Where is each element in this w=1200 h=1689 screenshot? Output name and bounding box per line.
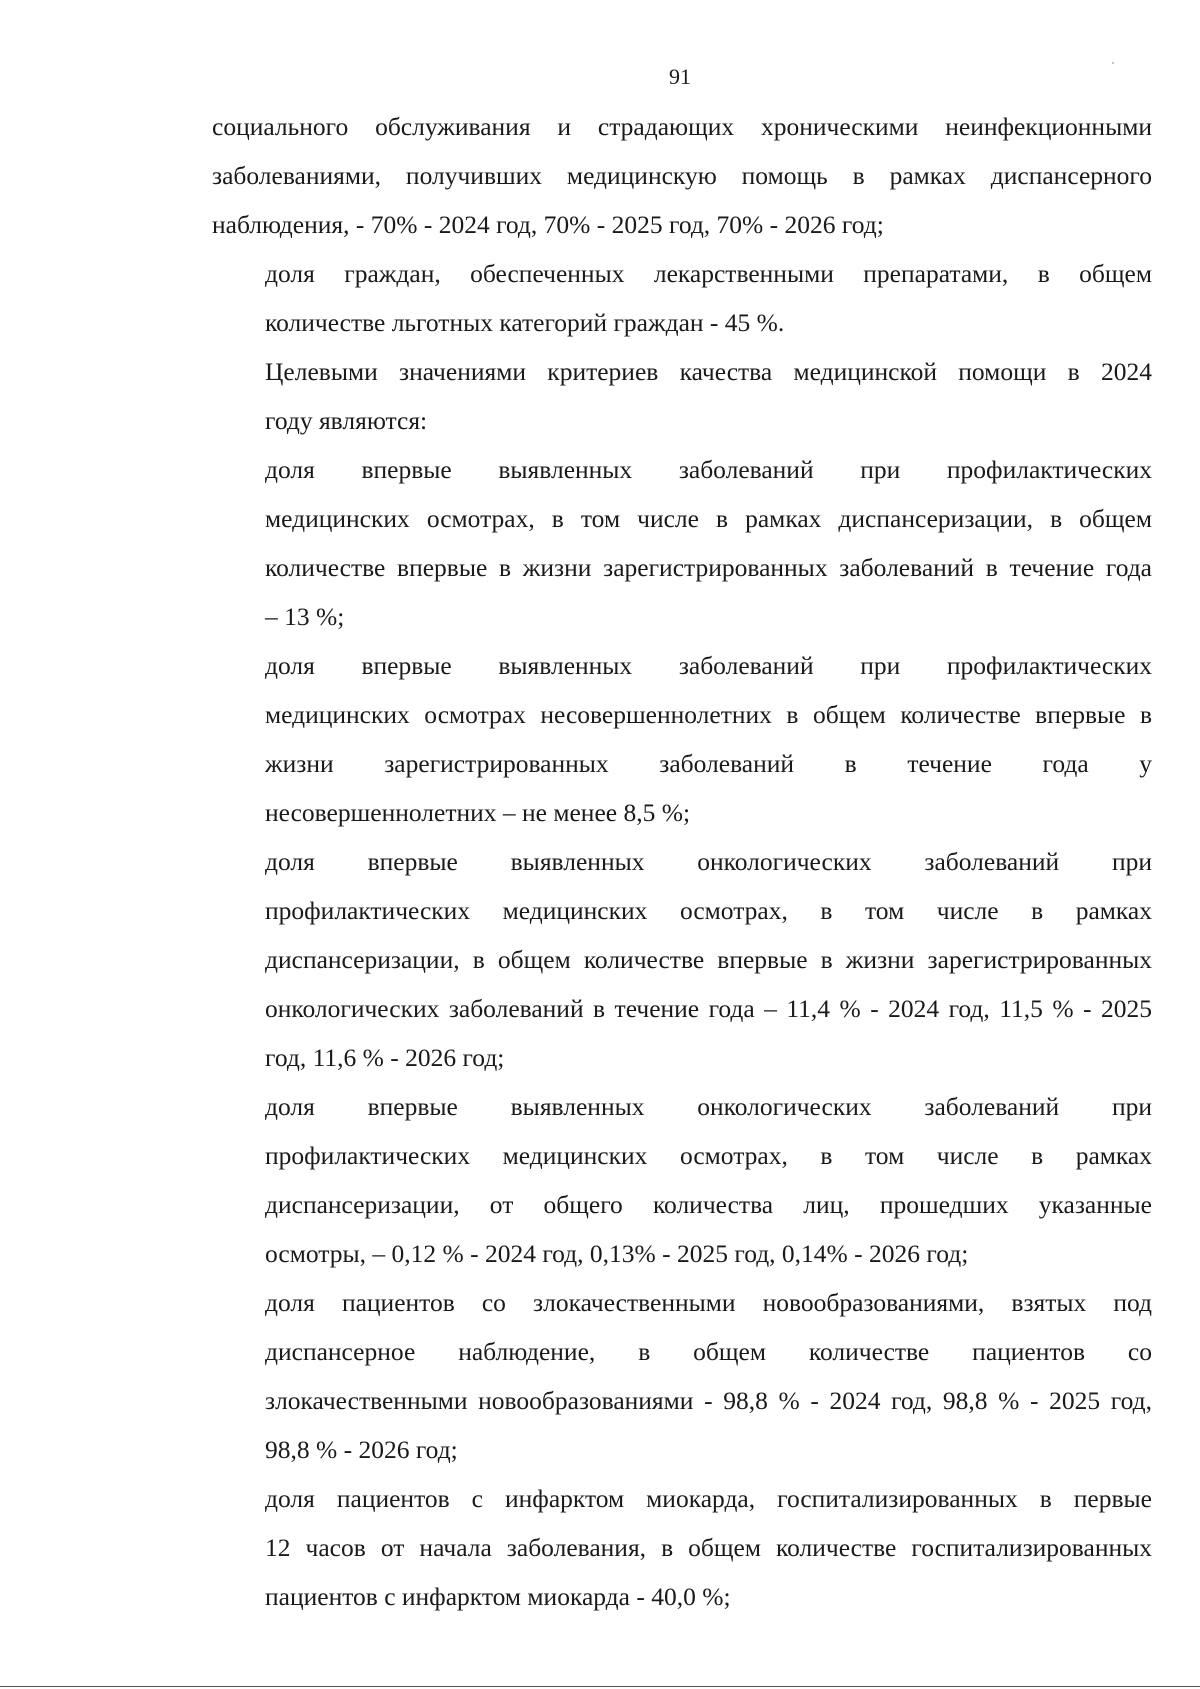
text-line: злокачественными новообразованиями - 98,8 % - 2024 год, 98,8 % - 2025 год, xyxy=(265,1386,1152,1415)
text-line: количестве льготных категорий граждан - 45 %. xyxy=(265,308,785,337)
paragraph xyxy=(212,249,1152,347)
text-line: диспансеризации, в общем количестве впервые в жизни зарегистрированных xyxy=(265,945,1152,974)
text-line: доля впервые выявленных заболеваний при профилактических xyxy=(265,455,1152,484)
text-line: Целевыми значениями критериев качества медицинской помощи в 2024 xyxy=(265,357,1152,386)
text-line: наблюдения, - 70% - 2024 год, 70% - 2025 год, 70% - 2026 год; xyxy=(212,210,884,239)
paragraph xyxy=(212,1474,1152,1621)
text-line: 98,8 % - 2026 год; xyxy=(265,1435,458,1464)
text-line: профилактических медицинских осмотрах, в том числе в рамках xyxy=(265,1141,1152,1170)
body-text xyxy=(212,102,1152,1621)
text-line: профилактических медицинских осмотрах, в том числе в рамках xyxy=(265,896,1152,925)
text-line: доля пациентов с инфарктом миокарда, госпитализированных в первые xyxy=(265,1484,1152,1513)
text-line: социального обслуживания и страдающих хроническими неинфекционными xyxy=(212,112,1152,141)
paragraph xyxy=(212,445,1152,641)
text-line: доля пациентов со злокачественными новообразованиями, взятых под xyxy=(265,1288,1152,1317)
text-line: заболеваниями, получивших медицинскую помощь в рамках диспансерного xyxy=(212,161,1152,190)
text-line: медицинских осмотрах, в том числе в рамках диспансеризации, в общем xyxy=(265,504,1152,533)
text-line: медицинских осмотрах несовершеннолетних в общем количестве впервые в xyxy=(265,700,1152,729)
paragraph xyxy=(212,641,1152,837)
paragraph xyxy=(212,102,1152,249)
text-line: онкологических заболеваний в течение года – 11,4 % - 2024 год, 11,5 % - 2025 xyxy=(265,994,1152,1023)
text-line: жизни зарегистрированных заболеваний в течение года у xyxy=(265,749,1152,778)
text-line: пациентов с инфарктом миокарда - 40,0 %; xyxy=(265,1582,731,1611)
text-line: количестве впервые в жизни зарегистрированных заболеваний в течение года xyxy=(265,553,1152,582)
text-line: году являются: xyxy=(265,406,428,435)
paragraph xyxy=(212,347,1152,445)
text-line: несовершеннолетних – не менее 8,5 %; xyxy=(265,798,691,827)
text-line: год, 11,6 % - 2026 год; xyxy=(265,1043,505,1072)
text-line: доля впервые выявленных заболеваний при профилактических xyxy=(265,651,1152,680)
text-line: – 13 %; xyxy=(265,602,345,631)
text-line: диспансерное наблюдение, в общем количестве пациентов со xyxy=(265,1337,1152,1366)
text-line: 12 часов от начала заболевания, в общем количестве госпитализированных xyxy=(265,1533,1152,1562)
paragraph xyxy=(212,1082,1152,1278)
paragraph xyxy=(212,837,1152,1082)
paragraph xyxy=(212,1278,1152,1474)
text-line: осмотры, – 0,12 % - 2024 год, 0,13% - 2025 год, 0,14% - 2026 год; xyxy=(265,1239,969,1268)
text-line: доля впервые выявленных онкологических заболеваний при xyxy=(265,847,1152,876)
text-line: доля граждан, обеспеченных лекарственными препаратами, в общем xyxy=(265,259,1152,288)
text-line: диспансеризации, от общего количества лиц, прошедших указанные xyxy=(265,1190,1152,1219)
page-number: 91 xyxy=(669,64,691,89)
text-line: доля впервые выявленных онкологических заболеваний при xyxy=(265,1092,1152,1121)
bottom-rule xyxy=(0,1686,1200,1687)
